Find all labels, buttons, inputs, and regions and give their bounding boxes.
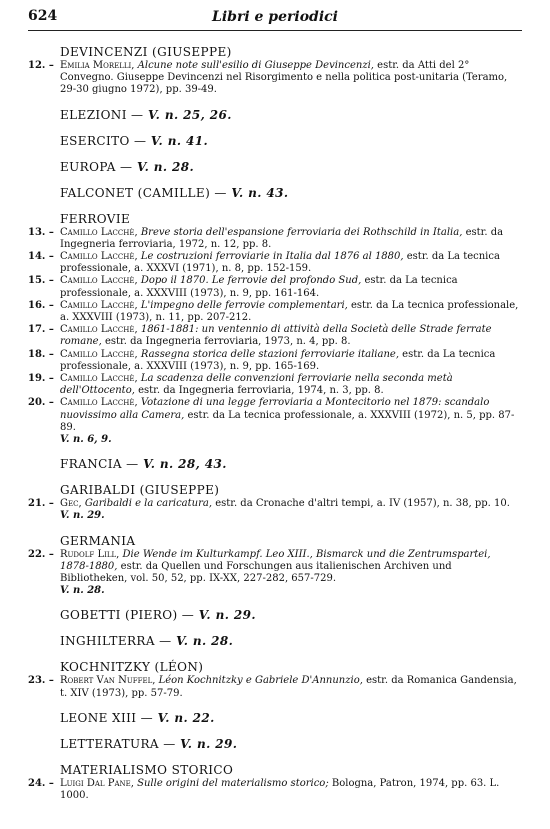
- entry-number: 20. –: [28, 397, 54, 409]
- section-heading: [60, 211, 522, 227]
- running-title: Libri e periodici: [212, 9, 338, 25]
- entry-number: 17. –: [28, 324, 54, 336]
- entry-author: Camillo Lacchè,: [60, 226, 138, 238]
- page-header: [28, 6, 522, 28]
- section-heading: [60, 762, 522, 778]
- entry-title: Léon Kochnitzky e Gabriele D'Annunzio,: [155, 675, 363, 687]
- section-heading: [60, 159, 522, 175]
- entry-details: estr. da Romanica Gandensia, t. XIV (1973), pp. 57-79.: [60, 675, 517, 699]
- bibliography-entry: [28, 60, 522, 97]
- bibliography-entry: [28, 300, 522, 324]
- entry-title: Dopo il 1870. Le ferrovie del profondo Sud,: [137, 275, 362, 287]
- entry-number: 19. –: [28, 373, 54, 385]
- cross-reference: V. n. 28.: [132, 159, 195, 174]
- entry-author: Robert Van Nuffel,: [60, 675, 156, 687]
- entry-details: estr. da La tecnica professionale, a. XXXVIII (1972), n. 5, pp. 87-89.: [60, 409, 515, 433]
- entry-author: Camillo Lacchè,: [60, 324, 138, 336]
- entry-details: estr. da Ingegneria ferroviaria, 1972, n. 12, pp. 8.: [60, 226, 504, 250]
- entry-details: estr. da Cronache d'altri tempi, a. IV (1957), n. 38, pp. 10.: [212, 498, 510, 510]
- entry-title: Garibaldi e la caricatura,: [81, 498, 213, 510]
- entry-number: 14. –: [28, 251, 54, 263]
- cross-reference: V. n. 28, 43.: [138, 457, 227, 472]
- section-heading-text: LETTERATURA —: [60, 736, 176, 751]
- section-heading: [60, 107, 522, 123]
- section-heading: [60, 607, 522, 623]
- entry-number: 12. –: [28, 60, 54, 71]
- entry-number: 13. –: [28, 226, 54, 238]
- entry-details: estr. da Quellen und Forschungen aus italienischen Archiven und Bibliotheken, vol. 50, 52, pp. IX-XX, 227-282, 657-729.: [60, 560, 452, 585]
- bibliography-entry: [28, 549, 522, 586]
- bibliography-entry: [28, 675, 522, 699]
- section-heading: [60, 710, 522, 726]
- entry-details: estr. da Ingegneria ferroviaria, 1974, n. 3, pp. 8.: [134, 385, 384, 397]
- section-heading: [60, 736, 522, 752]
- entry-title: La scadenza delle convenzioni ferroviarie nella seconda metà dell'Ottocento,: [60, 373, 453, 397]
- section-heading-text: FERROVIE: [60, 211, 131, 226]
- section-heading: [60, 456, 522, 472]
- section-heading-text: GOBETTI (PIERO) —: [60, 608, 195, 623]
- section-heading-text: KOCHNITZKY (LÉON): [60, 660, 204, 675]
- entry-title: 1861-1881: un ventennio di attività della Società delle Strade ferrate romane,: [60, 324, 492, 348]
- entry-author: Camillo Lacchè,: [60, 348, 138, 360]
- see-also-reference: V. n. 29.: [60, 510, 105, 522]
- entry-details: estr. da Ingegneria ferroviaria, 1973, n. 4, pp. 8.: [101, 336, 351, 348]
- section-heading: [60, 633, 522, 649]
- section-heading-text: FALCONET (CAMILLE) —: [60, 185, 227, 200]
- section-heading-text: LEONE XIII —: [60, 710, 154, 725]
- entry-title: Alcune note sull'esilio di Giuseppe Devincenzi,: [134, 60, 374, 71]
- entry-title: Votazione di una legge ferroviaria a Montecitorio nel 1879: scandalo nuovissimo alla Camera,: [60, 397, 490, 421]
- bibliography-entry: [28, 498, 522, 510]
- cross-reference: V. n. 29.: [194, 608, 256, 623]
- entry-title: L'impegno delle ferrovie complementari,: [137, 299, 348, 311]
- entry-author: Camillo Lacchè,: [60, 299, 138, 311]
- entry-number: 21. –: [28, 498, 54, 510]
- section-heading: [60, 185, 522, 201]
- entry-title: Rassegna storica delle stazioni ferroviarie italiane,: [137, 348, 399, 360]
- entry-author: Gec,: [60, 498, 82, 510]
- cross-reference: V. n. 29.: [175, 736, 238, 751]
- see-also-reference: V. n. 6, 9.: [60, 434, 112, 446]
- entry-number: 24. –: [28, 777, 54, 789]
- entry-details: estr. da La tecnica professionale, a. XXXVIII (1973), n. 9, pp. 161-164.: [60, 275, 458, 299]
- cross-reference: V. n. 43.: [226, 185, 289, 200]
- section-heading-text: ELEZIONI —: [60, 107, 144, 122]
- page-number: 624: [28, 8, 58, 24]
- bibliography-entry: [28, 349, 522, 373]
- bibliography-entry: [28, 778, 522, 802]
- section-heading-text: EUROPA —: [60, 159, 133, 174]
- bibliography-entry: [28, 251, 522, 275]
- entry-number: 15. –: [28, 275, 54, 287]
- section-heading-text: GARIBALDI (GIUSEPPE): [60, 483, 220, 498]
- section-heading: [60, 133, 522, 149]
- entry-author: Camillo Lacchè,: [60, 251, 138, 263]
- entry-author: Camillo Lacchè,: [60, 373, 138, 385]
- entry-title: Sulle origini del materialismo storico;: [133, 777, 329, 789]
- cross-reference: V. n. 25, 26.: [143, 107, 232, 122]
- bibliography-entry: [28, 324, 522, 348]
- entry-title: Le costruzioni ferroviarie in Italia dal 1876 al 1880,: [137, 251, 404, 263]
- section-heading-text: MATERIALISMO STORICO: [60, 762, 234, 777]
- section-heading: [60, 482, 522, 498]
- entry-author: Emilia Morelli,: [60, 60, 135, 71]
- bibliography-entry: [28, 397, 522, 434]
- entry-details: estr. da Atti del 2° Convegno. Giuseppe Devincenzi nel Risorgimento e nella politica post-unitaria (Teramo, 29-30 giugno 1972), pp. 39-49.: [60, 60, 508, 96]
- cross-reference: V. n. 28.: [171, 634, 234, 649]
- entry-number: 18. –: [28, 348, 54, 360]
- entry-title: Die Wende im Kulturkampf. Leo XIII., Bismarck und die Zentrumspartei, 1878-1880,: [60, 548, 491, 572]
- section-heading: [60, 659, 522, 675]
- entry-details: estr. da La tecnica professionale, a. XXXVI (1971), n. 8, pp. 152-159.: [60, 251, 500, 275]
- section-heading-text: GERMANIA: [60, 533, 136, 548]
- bibliography-entry: [28, 227, 522, 251]
- bibliography-entry: [28, 275, 522, 299]
- entry-details: estr. da La tecnica professionale, a. XXXVIII (1973), n. 9, pp. 165-169.: [60, 348, 496, 372]
- entry-author: Rudolf Lill,: [60, 548, 120, 560]
- section-heading-text: DEVINCENZI (GIUSEPPE): [60, 45, 232, 59]
- section-heading: [60, 44, 522, 60]
- entry-number: 23. –: [28, 675, 54, 687]
- entry-details: estr. da La tecnica professionale, a. XXXVIII (1973), n. 11, pp. 207-212.: [60, 299, 519, 324]
- entry-author: Camillo Lacchè,: [60, 275, 138, 287]
- section-heading-text: INGHILTERRA —: [60, 634, 172, 649]
- entry-number: 22. –: [28, 548, 54, 560]
- cross-reference: V. n. 41.: [146, 133, 209, 148]
- entry-author: Camillo Lacchè,: [60, 397, 138, 409]
- bibliography-entry: [28, 373, 522, 397]
- section-heading: [60, 533, 522, 549]
- entry-details: Bologna, Patron, 1974, pp. 63. L. 1000.: [60, 777, 500, 802]
- entry-author: Luigi Dal Pane,: [60, 777, 134, 789]
- header-rule: [28, 30, 522, 31]
- section-heading-text: FRANCIA —: [60, 457, 139, 472]
- entry-number: 16. –: [28, 299, 54, 311]
- see-also-reference: V. n. 28.: [60, 585, 105, 597]
- entry-title: Breve storia dell'espansione ferroviaria dei Rothschild in Italia,: [137, 226, 463, 238]
- bibliography-list: [28, 44, 522, 802]
- cross-reference: V. n. 22.: [153, 710, 215, 725]
- section-heading-text: ESERCITO —: [60, 133, 147, 148]
